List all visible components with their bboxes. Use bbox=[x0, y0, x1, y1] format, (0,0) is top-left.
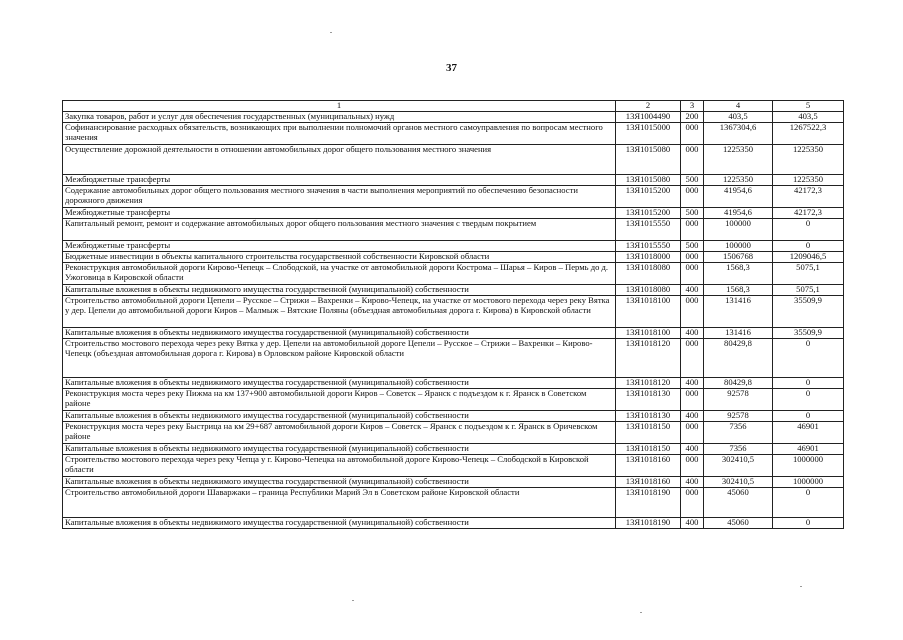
row-name-cell: Строительство мостового перехода через реку Чепца у г. Кирово-Чепецка на автомобильной дороге Кирово-Чепецк – Слободской в Кировской области bbox=[63, 455, 616, 477]
row-name-cell: Реконструкция автомобильной дороги Кирово-Чепецк – Слободской, на участке от автомобильной дороги Кострома – Шарья – Киров – Пермь до д. Ужоговица в Кировской области bbox=[63, 263, 616, 285]
row-type-cell: 000 bbox=[681, 252, 704, 263]
header-cell: 2 bbox=[616, 101, 681, 112]
row-type-cell: 000 bbox=[681, 296, 704, 328]
row-value-2020-cell: 1209046,5 bbox=[773, 252, 844, 263]
row-code-cell: 13Я1015200 bbox=[616, 208, 681, 219]
row-value-2019-cell: 100000 bbox=[704, 219, 773, 241]
row-code-cell: 13Я1018160 bbox=[616, 477, 681, 488]
table-row bbox=[63, 208, 844, 219]
table-row bbox=[63, 518, 844, 529]
table-row bbox=[63, 378, 844, 389]
row-name-cell: Капитальные вложения в объекты недвижимого имущества государственной (муниципальной) собственности bbox=[63, 285, 616, 296]
table-row bbox=[63, 285, 844, 296]
row-value-2020-cell: 0 bbox=[773, 378, 844, 389]
table-row bbox=[63, 241, 844, 252]
row-value-2020-cell: 403,5 bbox=[773, 112, 844, 123]
table-row bbox=[63, 339, 844, 378]
row-type-cell: 400 bbox=[681, 285, 704, 296]
row-name-cell: Межбюджетные трансферты bbox=[63, 175, 616, 186]
table-row bbox=[63, 263, 844, 285]
row-value-2020-cell: 35509,9 bbox=[773, 296, 844, 328]
row-name-cell: Содержание автомобильных дорог общего пользования местного значения в части выполнения мероприятий по обеспечению безопасности дорожного движения bbox=[63, 186, 616, 208]
row-value-2019-cell: 7356 bbox=[704, 422, 773, 444]
table-row bbox=[63, 296, 844, 328]
row-name-cell: Капитальные вложения в объекты недвижимого имущества государственной (муниципальной) собственности bbox=[63, 328, 616, 339]
row-type-cell: 000 bbox=[681, 219, 704, 241]
row-name-cell: Закупка товаров, работ и услуг для обеспечения государственных (муниципальных) нужд bbox=[63, 112, 616, 123]
row-type-cell: 400 bbox=[681, 477, 704, 488]
row-code-cell: 13Я1018080 bbox=[616, 285, 681, 296]
row-value-2019-cell: 45060 bbox=[704, 518, 773, 529]
row-name-cell: Капитальные вложения в объекты недвижимого имущества государственной (муниципальной) собственности bbox=[63, 378, 616, 389]
row-value-2019-cell: 1506768 bbox=[704, 252, 773, 263]
row-code-cell: 13Я1018190 bbox=[616, 488, 681, 518]
row-value-2019-cell: 1568,3 bbox=[704, 263, 773, 285]
row-name-cell: Осуществление дорожной деятельности в отношении автомобильных дорог общего пользования местного значения bbox=[63, 145, 616, 175]
row-name-cell: Реконструкция моста через реку Быстрица на км 29+687 автомобильной дороги Киров – Советск – Яранск с подъездом к г. Яранск в Оричевском районе bbox=[63, 422, 616, 444]
row-name-cell: Капитальный ремонт, ремонт и содержание автомобильных дорог общего пользования местного значения с твердым покрытием bbox=[63, 219, 616, 241]
row-code-cell: 13Я1018160 bbox=[616, 455, 681, 477]
scan-speck bbox=[352, 600, 354, 601]
row-type-cell: 000 bbox=[681, 263, 704, 285]
row-value-2020-cell: 5075,1 bbox=[773, 263, 844, 285]
row-type-cell: 400 bbox=[681, 444, 704, 455]
row-name-cell: Строительство автомобильной дороги Шаваржаки – граница Республики Марий Эл в Советском районе Кировской области bbox=[63, 488, 616, 518]
row-value-2019-cell: 1367304,6 bbox=[704, 123, 773, 145]
row-type-cell: 200 bbox=[681, 112, 704, 123]
row-type-cell: 000 bbox=[681, 145, 704, 175]
row-code-cell: 13Я1015200 bbox=[616, 186, 681, 208]
row-code-cell: 13Я1018100 bbox=[616, 328, 681, 339]
row-code-cell: 13Я1018100 bbox=[616, 296, 681, 328]
row-type-cell: 000 bbox=[681, 186, 704, 208]
row-value-2020-cell: 0 bbox=[773, 389, 844, 411]
row-code-cell: 13Я1015080 bbox=[616, 175, 681, 186]
page-number: 37 bbox=[446, 62, 457, 74]
scan-speck bbox=[640, 612, 642, 613]
table-row bbox=[63, 112, 844, 123]
row-value-2019-cell: 131416 bbox=[704, 328, 773, 339]
row-value-2019-cell: 1225350 bbox=[704, 145, 773, 175]
row-value-2020-cell: 46901 bbox=[773, 422, 844, 444]
table-row bbox=[63, 455, 844, 477]
row-value-2020-cell: 1225350 bbox=[773, 175, 844, 186]
row-value-2019-cell: 80429,8 bbox=[704, 339, 773, 378]
row-code-cell: 13Я1018080 bbox=[616, 263, 681, 285]
table-row bbox=[63, 328, 844, 339]
row-type-cell: 000 bbox=[681, 455, 704, 477]
row-type-cell: 000 bbox=[681, 488, 704, 518]
row-name-cell: Межбюджетные трансферты bbox=[63, 208, 616, 219]
table-row bbox=[63, 389, 844, 411]
row-value-2020-cell: 42172,3 bbox=[773, 208, 844, 219]
table-row bbox=[63, 252, 844, 263]
row-value-2020-cell: 5075,1 bbox=[773, 285, 844, 296]
row-type-cell: 500 bbox=[681, 208, 704, 219]
row-value-2020-cell: 46901 bbox=[773, 444, 844, 455]
table-row bbox=[63, 477, 844, 488]
row-value-2019-cell: 45060 bbox=[704, 488, 773, 518]
row-name-cell: Капитальные вложения в объекты недвижимого имущества государственной (муниципальной) собственности bbox=[63, 477, 616, 488]
row-type-cell: 000 bbox=[681, 422, 704, 444]
row-value-2020-cell: 1267522,3 bbox=[773, 123, 844, 145]
header-cell: 5 bbox=[773, 101, 844, 112]
row-value-2019-cell: 100000 bbox=[704, 241, 773, 252]
budget-table bbox=[62, 100, 844, 529]
table-row bbox=[63, 145, 844, 175]
row-value-2020-cell: 0 bbox=[773, 219, 844, 241]
row-name-cell: Реконструкция моста через реку Пижма на км 137+900 автомобильной дороги Киров – Советск – Яранск с подъездом к г. Яранск в Советском районе bbox=[63, 389, 616, 411]
row-code-cell: 13Я1018150 bbox=[616, 422, 681, 444]
row-value-2020-cell: 0 bbox=[773, 411, 844, 422]
row-value-2020-cell: 0 bbox=[773, 488, 844, 518]
row-name-cell: Строительство мостового перехода через реку Вятка у дер. Цепели на автомобильной дороге Цепели – Русское – Стрижи – Вахренки – Кирово-Чепецк (объездная автомобильная дорога г. Кирова) в Орловском районе Кировской области bbox=[63, 339, 616, 378]
row-code-cell: 13Я1018120 bbox=[616, 339, 681, 378]
table-row bbox=[63, 422, 844, 444]
row-value-2019-cell: 92578 bbox=[704, 411, 773, 422]
scan-speck bbox=[330, 32, 332, 33]
row-name-cell: Капитальные вложения в объекты недвижимого имущества государственной (муниципальной) собственности bbox=[63, 444, 616, 455]
row-code-cell: 13Я1004490 bbox=[616, 112, 681, 123]
row-type-cell: 500 bbox=[681, 175, 704, 186]
row-code-cell: 13Я1015080 bbox=[616, 145, 681, 175]
row-type-cell: 500 bbox=[681, 241, 704, 252]
row-code-cell: 13Я1015000 bbox=[616, 123, 681, 145]
table-row bbox=[63, 219, 844, 241]
row-value-2019-cell: 7356 bbox=[704, 444, 773, 455]
row-value-2019-cell: 41954,6 bbox=[704, 208, 773, 219]
row-value-2020-cell: 1225350 bbox=[773, 145, 844, 175]
row-value-2020-cell: 0 bbox=[773, 241, 844, 252]
header-cell: 3 bbox=[681, 101, 704, 112]
row-code-cell: 13Я1018120 bbox=[616, 378, 681, 389]
row-value-2019-cell: 131416 bbox=[704, 296, 773, 328]
row-type-cell: 000 bbox=[681, 123, 704, 145]
row-code-cell: 13Я1015550 bbox=[616, 219, 681, 241]
row-value-2019-cell: 1225350 bbox=[704, 175, 773, 186]
row-value-2019-cell: 80429,8 bbox=[704, 378, 773, 389]
row-value-2020-cell: 35509,9 bbox=[773, 328, 844, 339]
row-type-cell: 000 bbox=[681, 339, 704, 378]
table-row bbox=[63, 186, 844, 208]
row-value-2019-cell: 302410,5 bbox=[704, 455, 773, 477]
row-name-cell: Бюджетные инвестиции в объекты капитального строительства государственной собственности Кировской области bbox=[63, 252, 616, 263]
row-value-2020-cell: 42172,3 bbox=[773, 186, 844, 208]
row-name-cell: Софинансирование расходных обязательств, возникающих при выполнении полномочий органов местного самоуправления по вопросам местного значения bbox=[63, 123, 616, 145]
row-type-cell: 400 bbox=[681, 411, 704, 422]
header-cell: 1 bbox=[63, 101, 616, 112]
header-row bbox=[63, 101, 844, 112]
row-value-2020-cell: 1000000 bbox=[773, 455, 844, 477]
row-value-2019-cell: 403,5 bbox=[704, 112, 773, 123]
table-row bbox=[63, 411, 844, 422]
row-value-2019-cell: 41954,6 bbox=[704, 186, 773, 208]
row-value-2019-cell: 302410,5 bbox=[704, 477, 773, 488]
scan-speck bbox=[800, 586, 802, 587]
row-code-cell: 13Я1018190 bbox=[616, 518, 681, 529]
table-row bbox=[63, 488, 844, 518]
row-code-cell: 13Я1018130 bbox=[616, 411, 681, 422]
row-name-cell: Межбюджетные трансферты bbox=[63, 241, 616, 252]
row-code-cell: 13Я1018150 bbox=[616, 444, 681, 455]
row-value-2020-cell: 0 bbox=[773, 518, 844, 529]
row-type-cell: 000 bbox=[681, 389, 704, 411]
row-type-cell: 400 bbox=[681, 328, 704, 339]
header-cell: 4 bbox=[704, 101, 773, 112]
table-row bbox=[63, 123, 844, 145]
row-value-2020-cell: 0 bbox=[773, 339, 844, 378]
row-code-cell: 13Я1018130 bbox=[616, 389, 681, 411]
row-name-cell: Капитальные вложения в объекты недвижимого имущества государственной (муниципальной) собственности bbox=[63, 411, 616, 422]
row-value-2020-cell: 1000000 bbox=[773, 477, 844, 488]
row-name-cell: Строительство автомобильной дороги Цепели – Русское – Стрижи – Вахренки – Кирово-Чепецк, на участке от мостового перехода через реку Вятка у дер. Цепели до автомобильной дороги Киров – Малмыж – Вятские Поляны (объездная автомобильная дорога г. Кирова) в Кировской области bbox=[63, 296, 616, 328]
table-row bbox=[63, 175, 844, 186]
row-code-cell: 13Я1015550 bbox=[616, 241, 681, 252]
row-name-cell: Капитальные вложения в объекты недвижимого имущества государственной (муниципальной) собственности bbox=[63, 518, 616, 529]
row-type-cell: 400 bbox=[681, 518, 704, 529]
row-value-2019-cell: 92578 bbox=[704, 389, 773, 411]
table-row bbox=[63, 444, 844, 455]
row-code-cell: 13Я1018000 bbox=[616, 252, 681, 263]
row-type-cell: 400 bbox=[681, 378, 704, 389]
row-value-2019-cell: 1568,3 bbox=[704, 285, 773, 296]
